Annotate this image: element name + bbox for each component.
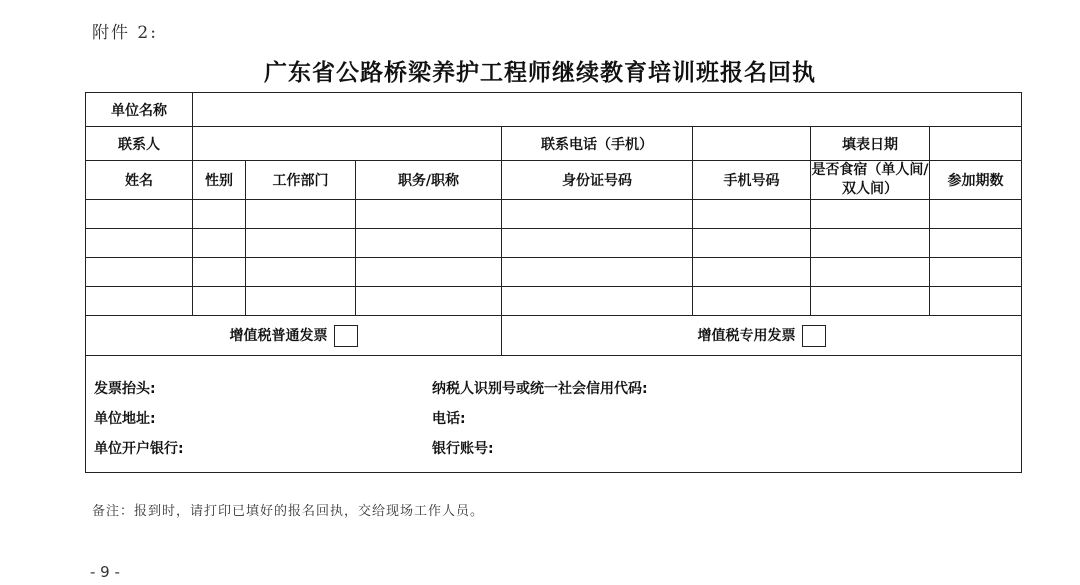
cell[interactable] [356,229,502,258]
cell[interactable] [246,258,356,287]
bank-label: 单位开户银行: [94,441,184,457]
cell[interactable] [811,229,930,258]
cell[interactable] [356,287,502,316]
cell[interactable] [693,200,811,229]
col-name: 姓名 [86,161,193,200]
cell[interactable] [502,258,693,287]
col-position: 职务/职称 [356,161,502,200]
cell[interactable] [86,229,193,258]
tel-label: 电话: [432,411,466,427]
cell[interactable] [193,287,246,316]
account-label: 银行账号: [432,441,494,457]
column-header-row [86,161,1022,200]
cell[interactable] [502,200,693,229]
cell[interactable] [246,287,356,316]
cell[interactable] [246,229,356,258]
cell[interactable] [811,200,930,229]
attachment-label: 附件 2: [92,23,158,43]
page-number: - 9 - [90,563,120,581]
cell[interactable] [811,287,930,316]
invoice-info-section [86,356,1022,473]
taxpayer-id-label: 纳税人识别号或统一社会信用代码: [432,381,648,397]
cell[interactable] [193,258,246,287]
cell[interactable] [930,258,1022,287]
cell[interactable] [811,258,930,287]
table-row [86,229,1022,258]
contact-label: 联系人 [86,127,193,161]
unit-name-label: 单位名称 [86,93,193,127]
phone-field[interactable] [693,127,811,161]
contact-field[interactable] [193,127,502,161]
invoice-normal-option [86,316,502,356]
address-label: 单位地址: [94,411,156,427]
registration-form-table [85,92,1022,473]
cell[interactable] [930,287,1022,316]
table-row [86,287,1022,316]
cell[interactable] [930,200,1022,229]
cell[interactable] [86,287,193,316]
cell[interactable] [693,229,811,258]
invoice-normal-checkbox[interactable] [334,325,358,347]
cell[interactable] [502,229,693,258]
fill-date-field[interactable] [930,127,1022,161]
col-sessions: 参加期数 [930,161,1022,200]
cell[interactable] [86,258,193,287]
cell[interactable] [193,200,246,229]
phone-label: 联系电话（手机） [502,127,693,161]
col-department: 工作部门 [246,161,356,200]
unit-name-field[interactable] [193,93,1022,127]
cell[interactable] [356,258,502,287]
form-title: 广东省公路桥梁养护工程师继续教育培训班报名回执 [264,59,816,86]
cell[interactable] [193,229,246,258]
invoice-normal-label: 增值税普通发票 [229,327,328,344]
table-row [86,258,1022,287]
cell[interactable] [356,200,502,229]
cell[interactable] [502,287,693,316]
fill-date-label: 填表日期 [811,127,930,161]
cell[interactable] [246,200,356,229]
invoice-special-checkbox[interactable] [802,325,826,347]
col-id-number: 身份证号码 [502,161,693,200]
cell[interactable] [693,258,811,287]
cell[interactable] [693,287,811,316]
invoice-title-label: 发票抬头: [94,381,156,397]
invoice-special-option [502,316,1022,356]
col-accommodation: 是否食宿（单人间/双人间） [811,161,930,200]
col-gender: 性别 [193,161,246,200]
footer-note: 备注：报到时，请打印已填好的报名回执，交给现场工作人员。 [92,504,485,519]
col-mobile: 手机号码 [693,161,811,200]
invoice-special-label: 增值税专用发票 [697,327,796,344]
cell[interactable] [930,229,1022,258]
table-row [86,200,1022,229]
cell[interactable] [86,200,193,229]
